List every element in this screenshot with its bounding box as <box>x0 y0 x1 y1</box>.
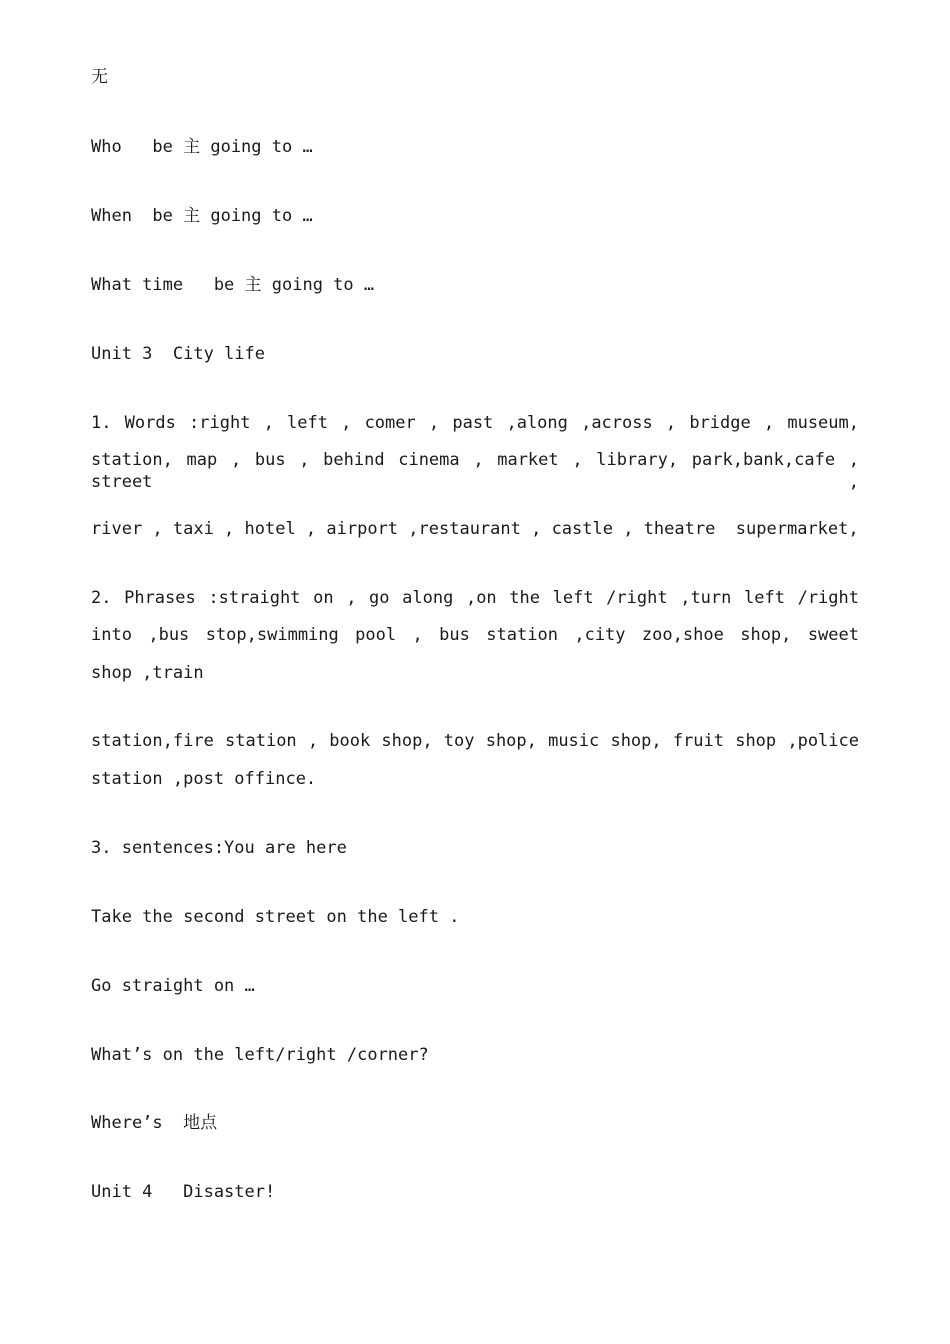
phrases-line-5: station ,post offince. <box>91 769 317 789</box>
text-line-wu: 无 <box>91 67 108 87</box>
sentences-line-1: 3. sentences:You are here <box>91 838 347 858</box>
sentences-line-5: Where’s 地点 <box>91 1113 218 1133</box>
sentences-line-4: What’s on the left/right /corner? <box>91 1045 429 1065</box>
unit3-heading: Unit 3 City life <box>91 344 265 364</box>
text-line-what-time: What time be 主 going to … <box>91 275 375 295</box>
unit4-heading: Unit 4 Disaster! <box>91 1182 276 1202</box>
words-line-2: station, map , bus , behind cinema , market , library, park,bank,cafe , street , <box>91 450 859 492</box>
phrases-line-3: shop ,train <box>91 663 204 683</box>
phrases-line-2: into ,bus stop,swimming pool , bus station ,city zoo,shoe shop, sweet <box>91 625 859 645</box>
text-line-who: Who be 主 going to … <box>91 137 313 157</box>
phrases-line-4: station,fire station , book shop, toy shop, music shop, fruit shop ,police <box>91 731 859 751</box>
words-line-3: river , taxi , hotel , airport ,restaurant , castle , theatre supermarket, <box>91 519 859 539</box>
sentences-line-2: Take the second street on the left . <box>91 907 460 927</box>
phrases-line-1: 2. Phrases :straight on , go along ,on the left /right ,turn left /right <box>91 588 859 608</box>
sentences-line-3: Go straight on … <box>91 976 255 996</box>
words-line-1: 1. Words :right , left , comer , past ,along ,across , bridge , museum, <box>91 413 859 433</box>
text-line-when: When be 主 going to … <box>91 206 313 226</box>
